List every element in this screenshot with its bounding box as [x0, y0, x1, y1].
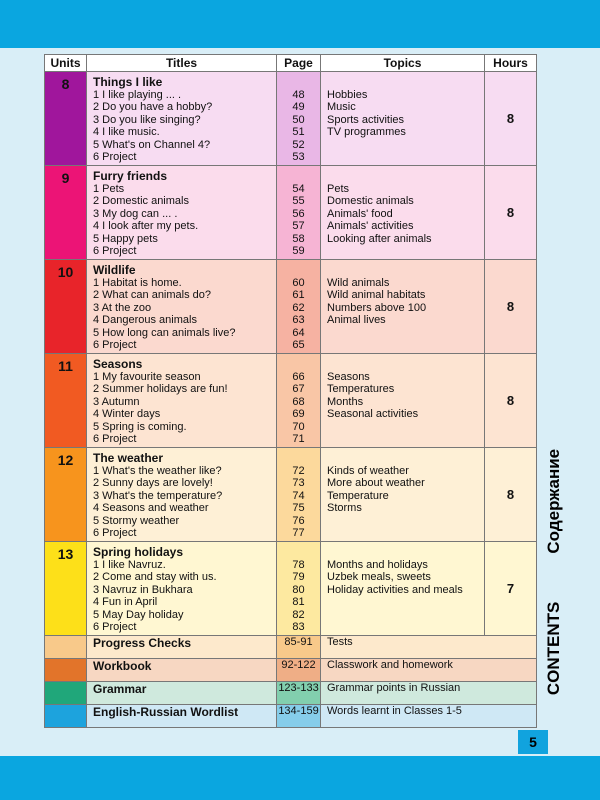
lesson-item: 4 Dangerous animals [93, 314, 197, 327]
lesson-item: 6 Project [93, 151, 137, 164]
page-item: 77 [292, 527, 305, 540]
extra-color-cell [45, 682, 87, 705]
unit-number: 11 [45, 354, 87, 448]
topic-item: Pets [327, 183, 350, 195]
lesson-item: 6 Project [93, 527, 137, 540]
unit-number: 8 [45, 72, 87, 166]
topic-item: Animal lives [327, 314, 386, 327]
page-item: 54 [292, 183, 305, 195]
contents-label: CONTENTS [544, 601, 564, 696]
lesson-item: 4 Fun in April [93, 596, 158, 609]
lesson-item: 6 Project [93, 433, 137, 446]
lesson-item: 2 Sunny days are lovely! [93, 477, 213, 490]
page-item: 59 [292, 245, 305, 258]
header-row [45, 55, 537, 72]
extra-page: 92-122 [277, 659, 321, 682]
topic-item: Temperature [327, 489, 389, 502]
page-item: 82 [292, 608, 305, 621]
page-item: 73 [292, 477, 305, 490]
lesson-item: 3 Navruz in Bukhara [93, 583, 193, 596]
titles-header: Titles [87, 55, 277, 72]
unit-titles [87, 354, 277, 448]
topic-item: Animals' food [327, 207, 393, 220]
page-item: 70 [292, 420, 305, 433]
lesson-item: 2 What can animals do? [93, 289, 212, 302]
page-item: 83 [292, 621, 305, 634]
unit-hours: 8 [485, 354, 537, 448]
topic-item: Seasonal activities [327, 408, 419, 421]
lesson-item: 5 Spring is coming. [93, 420, 187, 433]
unit-number: 13 [45, 542, 87, 636]
unit-title: Spring holidays [93, 545, 184, 559]
topic-item: Months [327, 395, 364, 408]
lesson-item: 2 Do you have a hobby? [93, 101, 213, 114]
page-item: 67 [292, 383, 305, 396]
lesson-item: 6 Project [93, 339, 137, 352]
lesson-item: 3 Autumn [93, 395, 140, 408]
extra-title: Progress Checks [87, 636, 277, 659]
unit-pages [277, 166, 321, 260]
unit-hours: 8 [485, 72, 537, 166]
lesson-item: 2 Come and stay with us. [93, 571, 217, 584]
unit-pages [277, 72, 321, 166]
topic-item: Numbers above 100 [327, 301, 427, 314]
topic-item: Wild animal habitats [327, 289, 426, 302]
page-header: Page [277, 55, 321, 72]
extra-row [45, 682, 537, 705]
unit-title: Wildlife [93, 263, 136, 277]
lesson-item: 5 Happy pets [93, 232, 158, 245]
page-item: 52 [292, 138, 305, 151]
unit-row [45, 72, 537, 166]
unit-title: The weather [93, 451, 164, 465]
topic-item: Seasons [327, 371, 370, 383]
unit-topics [321, 166, 485, 260]
topic-item: Animals' activities [327, 220, 414, 233]
topic-item: TV programmes [327, 126, 406, 139]
page-item: 65 [292, 339, 305, 352]
page-item: 66 [292, 371, 305, 383]
side-label [524, 434, 584, 710]
page-item: 68 [292, 395, 305, 408]
unit-titles [87, 260, 277, 354]
page-item: 50 [292, 113, 305, 126]
unit-hours: 8 [485, 166, 537, 260]
units-header: Units [45, 55, 87, 72]
page-item: 78 [292, 559, 305, 571]
lesson-item: 3 At the zoo [93, 301, 152, 314]
unit-pages [277, 448, 321, 542]
russian-contents-label: Содержание [544, 448, 564, 554]
unit-row [45, 354, 537, 448]
unit-pages [277, 260, 321, 354]
unit-hours: 8 [485, 448, 537, 542]
lesson-item: 3 Do you like singing? [93, 113, 201, 126]
extra-topic: Grammar points in Russian [321, 682, 537, 705]
page-item: 72 [292, 465, 305, 477]
page-number: 5 [518, 730, 548, 754]
extra-topic: Classwork and homework [321, 659, 537, 682]
page-item: 76 [292, 514, 305, 527]
extra-title: Workbook [87, 659, 277, 682]
unit-row [45, 166, 537, 260]
extra-color-cell [45, 659, 87, 682]
extra-page: 123-133 [277, 682, 321, 705]
unit-title: Things I like [93, 75, 163, 89]
page-item: 69 [292, 408, 305, 421]
unit-number: 10 [45, 260, 87, 354]
unit-titles [87, 166, 277, 260]
topic-item: Uzbek meals, sweets [327, 571, 431, 584]
page-item: 61 [292, 289, 305, 302]
unit-topics [321, 542, 485, 636]
page-item: 60 [292, 277, 305, 289]
topic-item: Hobbies [327, 89, 368, 101]
unit-row [45, 542, 537, 636]
page-item: 49 [292, 101, 305, 114]
unit-title: Seasons [93, 357, 143, 371]
topic-item: More about weather [327, 477, 425, 490]
page-item: 53 [292, 151, 305, 164]
topic-item: Storms [327, 502, 362, 515]
topic-item: Domestic animals [327, 195, 414, 208]
extra-row [45, 705, 537, 728]
unit-hours: 7 [485, 542, 537, 636]
unit-titles [87, 72, 277, 166]
topic-item: Months and holidays [327, 559, 428, 571]
extra-topic: Tests [321, 636, 537, 659]
lesson-item: 2 Summer holidays are fun! [93, 383, 228, 396]
lesson-item: 5 How long can animals live? [93, 326, 236, 339]
page-item: 51 [292, 126, 305, 139]
extra-row [45, 659, 537, 682]
topic-item: Wild animals [327, 277, 390, 289]
page-item: 71 [292, 433, 305, 446]
lesson-item: 5 What's on Channel 4? [93, 138, 211, 151]
lesson-item: 1 My favourite season [93, 371, 201, 383]
unit-topics [321, 260, 485, 354]
page-item: 55 [292, 195, 305, 208]
extra-color-cell [45, 705, 87, 728]
contents-table [44, 54, 537, 728]
extra-row [45, 636, 537, 659]
unit-hours: 8 [485, 260, 537, 354]
unit-pages [277, 354, 321, 448]
lesson-item: 4 I like music. [93, 126, 160, 139]
lesson-item: 3 What's the temperature? [93, 489, 223, 502]
page-item: 63 [292, 314, 305, 327]
page-item: 64 [292, 326, 305, 339]
topic-item: Temperatures [327, 383, 395, 396]
bottom-banner [0, 756, 600, 800]
unit-titles [87, 542, 277, 636]
topics-header: Topics [321, 55, 485, 72]
unit-topics [321, 354, 485, 448]
page-item: 57 [292, 220, 305, 233]
page-item: 58 [292, 232, 305, 245]
unit-row [45, 260, 537, 354]
lesson-item: 6 Project [93, 245, 137, 258]
topic-item: Kinds of weather [327, 465, 409, 477]
topic-item: Music [327, 101, 356, 114]
lesson-item: 3 My dog can ... . [93, 207, 178, 220]
lesson-item: 5 May Day holiday [93, 608, 184, 621]
extra-topic: Words learnt in Classes 1-5 [321, 705, 537, 728]
lesson-item: 1 I like Navruz. [93, 559, 166, 571]
lesson-item: 1 Habitat is home. [93, 277, 182, 289]
page-item: 62 [292, 301, 305, 314]
unit-pages [277, 542, 321, 636]
lesson-item: 4 I look after my pets. [93, 220, 199, 233]
page-item: 79 [292, 571, 305, 584]
unit-title: Furry friends [93, 169, 168, 183]
page-item: 56 [292, 207, 305, 220]
hours-header: Hours [485, 55, 537, 72]
unit-row [45, 448, 537, 542]
unit-topics [321, 72, 485, 166]
lesson-item: 4 Winter days [93, 408, 161, 421]
lesson-item: 5 Stormy weather [93, 514, 180, 527]
lesson-item: 6 Project [93, 621, 137, 634]
extra-page: 134-159 [277, 705, 321, 728]
unit-number: 12 [45, 448, 87, 542]
extra-page: 85-91 [277, 636, 321, 659]
lesson-item: 1 What's the weather like? [93, 465, 222, 477]
topic-item: Looking after animals [327, 232, 432, 245]
topic-item: Holiday activities and meals [327, 583, 463, 596]
lesson-item: 2 Domestic animals [93, 195, 189, 208]
lesson-item: 4 Seasons and weather [93, 502, 209, 515]
lesson-item: 1 I like playing ... . [93, 89, 182, 101]
unit-number: 9 [45, 166, 87, 260]
unit-titles [87, 448, 277, 542]
page-item: 80 [292, 583, 305, 596]
extra-color-cell [45, 636, 87, 659]
extra-title: Grammar [87, 682, 277, 705]
top-banner [0, 0, 600, 48]
lesson-item: 1 Pets [93, 183, 125, 195]
page-item: 75 [292, 502, 305, 515]
topic-item: Sports activities [327, 113, 405, 126]
page-item: 81 [292, 596, 305, 609]
page-item: 48 [292, 89, 305, 101]
unit-topics [321, 448, 485, 542]
page-item: 74 [292, 489, 305, 502]
extra-title: English-Russian Wordlist [87, 705, 277, 728]
